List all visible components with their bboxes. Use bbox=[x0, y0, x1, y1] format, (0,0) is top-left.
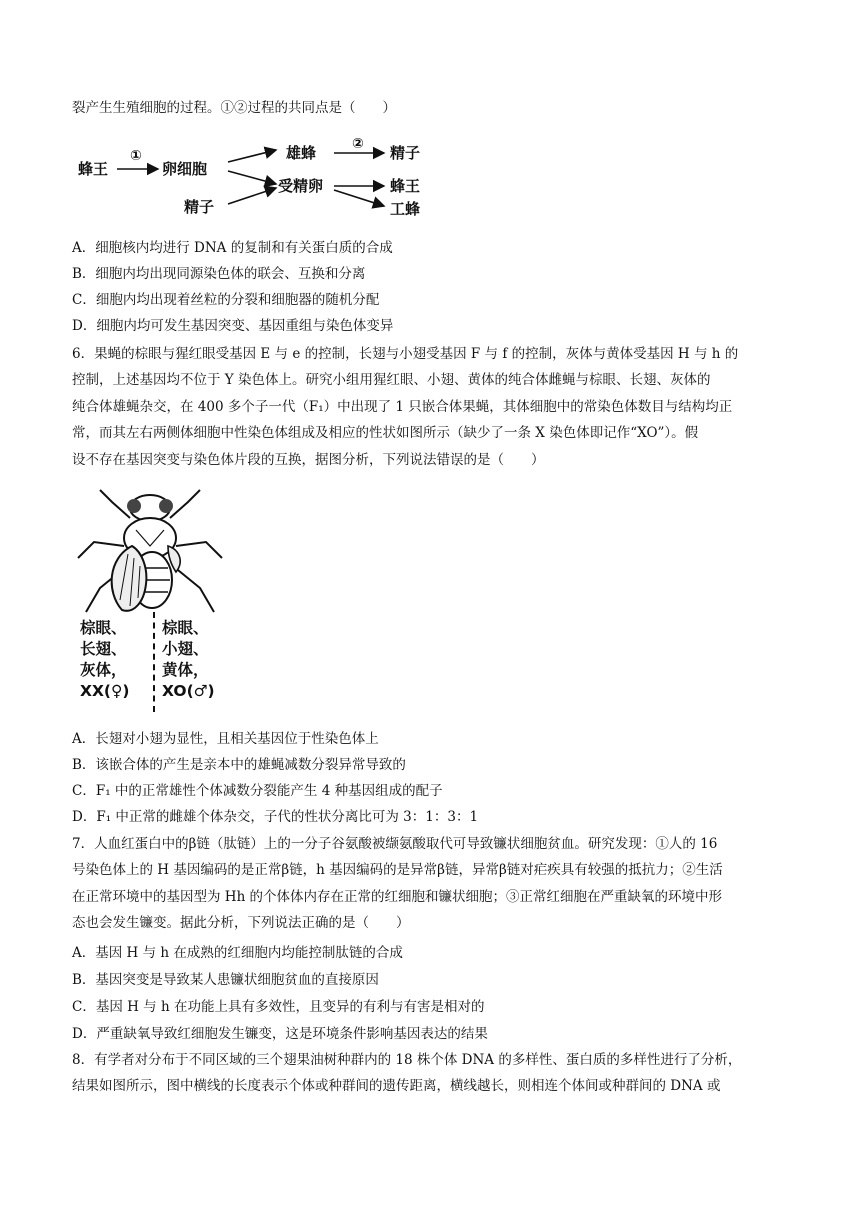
diagram-egg: 卵细胞 bbox=[162, 160, 208, 178]
q5-option-d: D．细胞内均可发生基因突变、基因重组与染色体变异 bbox=[72, 318, 394, 334]
q5-stem-tail: 裂产生生殖细胞的过程。①②过程的共同点是（ ） bbox=[72, 100, 396, 116]
q5-option-a: A．细胞核内均进行 DNA 的复制和有关蛋白质的合成 bbox=[72, 240, 393, 256]
q5-option-b: B．细胞内均出现同源染色体的联会、互换和分离 bbox=[72, 266, 366, 282]
q7-line: 态也会发生镰变。据此分析，下列说法正确的是（ ） bbox=[72, 915, 410, 932]
q6-option-c: C．F₁ 中的正常雄性个体减数分裂能产生 4 种基因组成的配子 bbox=[72, 783, 443, 799]
q6-last-pre: 设不存在基因突变与染色体片段的互换，据图分析，下列说法 bbox=[72, 451, 437, 468]
q5-option-c: C．细胞内均出现着丝粒的分裂和细胞器的随机分配 bbox=[72, 292, 380, 308]
q6-option-d: D．F₁ 中正常的雌雄个体杂交，子代的性状分离比可为 3：1：3：1 bbox=[72, 809, 479, 825]
q6-stem bbox=[72, 341, 794, 473]
q7-line: 号染色体上的 H 基因编码的是正常β链，h 基因编码的是异常β链，异常β链对疟疾具有较强的抵抗力；②生活 bbox=[72, 862, 723, 879]
fly-figure bbox=[72, 488, 232, 714]
q7-line: 在正常环境中的基因型为 Hh 的个体体内存在正常的红细胞和镰状细胞；③正常红细胞在严重缺氧的环境中形 bbox=[72, 888, 723, 905]
fly-right-label: 棕眼、 bbox=[162, 619, 209, 637]
fly-drawing bbox=[72, 488, 232, 618]
diagram-worker: 工蜂 bbox=[390, 200, 421, 218]
diagram-step2: ② bbox=[352, 136, 364, 152]
fly-right-label: 小翅、 bbox=[162, 640, 209, 658]
diagram-step1: ① bbox=[130, 148, 142, 164]
diagram-zygote: 受精卵 bbox=[278, 177, 324, 195]
q8-line: 结果如图所示，图中横线的长度表示个体或种群间的遗传距离，横线越长，则相连个体间或种群间的 DNA 或 bbox=[72, 1078, 721, 1095]
fly-right-traits bbox=[162, 618, 215, 702]
diagram-queen: 蜂王 bbox=[78, 160, 109, 178]
fly-left-label: XX(♀) bbox=[80, 682, 130, 700]
q6-last-post: 的是（ ） bbox=[463, 451, 545, 468]
fly-left-label: 长翅、 bbox=[80, 640, 127, 658]
diagram-sperm-out: 精子 bbox=[390, 144, 421, 162]
q8-line: 8．有学者对分布于不同区域的三个翅果油树种群内的 18 株个体 DNA 的多样性、蛋白质的多样性进行了分析， bbox=[72, 1052, 742, 1068]
q8-stem bbox=[72, 1047, 794, 1100]
fly-right-label: XO(♂) bbox=[162, 682, 215, 700]
emphasis-char: 误 bbox=[450, 451, 464, 468]
diagram-sperm-in: 精子 bbox=[184, 198, 215, 216]
q6-line-last bbox=[72, 447, 794, 473]
q6-emphasis-word bbox=[437, 452, 464, 468]
emphasis-char: 错 bbox=[436, 451, 450, 468]
q7-option-b: B．基因突变是导致某人患镰状细胞贫血的直接原因 bbox=[72, 972, 379, 988]
q7-option-a: A．基因 H 与 h 在成熟的红细胞内均能控制肽链的合成 bbox=[72, 945, 403, 961]
q6-line: 常，而其左右两侧体细胞中性染色体组成及相应的性状如图所示（缺少了一条 X 染色体即记作“XO”）。假 bbox=[72, 425, 699, 442]
q7-stem bbox=[72, 831, 794, 937]
fly-left-traits bbox=[80, 618, 129, 702]
q6-line: 控制，上述基因均不位于 Y 染色体上。研究小组用猩红眼、小翅、黄体的纯合体雌蝇与棕眼、长翅、灰体的 bbox=[72, 372, 711, 389]
fly-left-label: 棕眼、 bbox=[80, 619, 127, 637]
q6-line: 纯合体雄蝇杂交，在 400 多个子一代（F₁）中出现了 1 只嵌合体果蝇，其体细胞中的常染色体数目与结构均正 bbox=[72, 398, 733, 415]
q7-option-d: D．严重缺氧导致红细胞发生镰变，这是环境条件影响基因表达的结果 bbox=[72, 1026, 488, 1042]
bee-reproduction-diagram bbox=[72, 134, 442, 226]
q6-option-b: B．该嵌合体的产生是亲本中的雄蝇减数分裂异常导致的 bbox=[72, 757, 406, 773]
q7-line: 7．人血红蛋白中的β链（肽链）上的一分子谷氨酸被缬氨酸取代可导致镰状细胞贫血。研究发现：①人的 16 bbox=[72, 836, 718, 852]
q6-line: 6．果蝇的棕眼与猩红眼受基因 E 与 e 的控制，长翅与小翅受基因 F 与 f 的控制，灰体与黄体受基因 H 与 h 的 bbox=[72, 346, 739, 362]
fly-right-label: 黄体， bbox=[162, 661, 209, 679]
diagram-queen2: 蜂王 bbox=[390, 177, 421, 195]
q7-option-c: C．基因 H 与 h 在功能上具有多效性，且变异的有利与有害是相对的 bbox=[72, 999, 485, 1015]
q6-option-a: A．长翅对小翅为显性，且相关基因位于性染色体上 bbox=[72, 731, 379, 747]
fly-divider bbox=[153, 612, 155, 712]
diagram-drone: 雄蜂 bbox=[286, 144, 317, 162]
fly-left-label: 灰体， bbox=[80, 661, 127, 679]
